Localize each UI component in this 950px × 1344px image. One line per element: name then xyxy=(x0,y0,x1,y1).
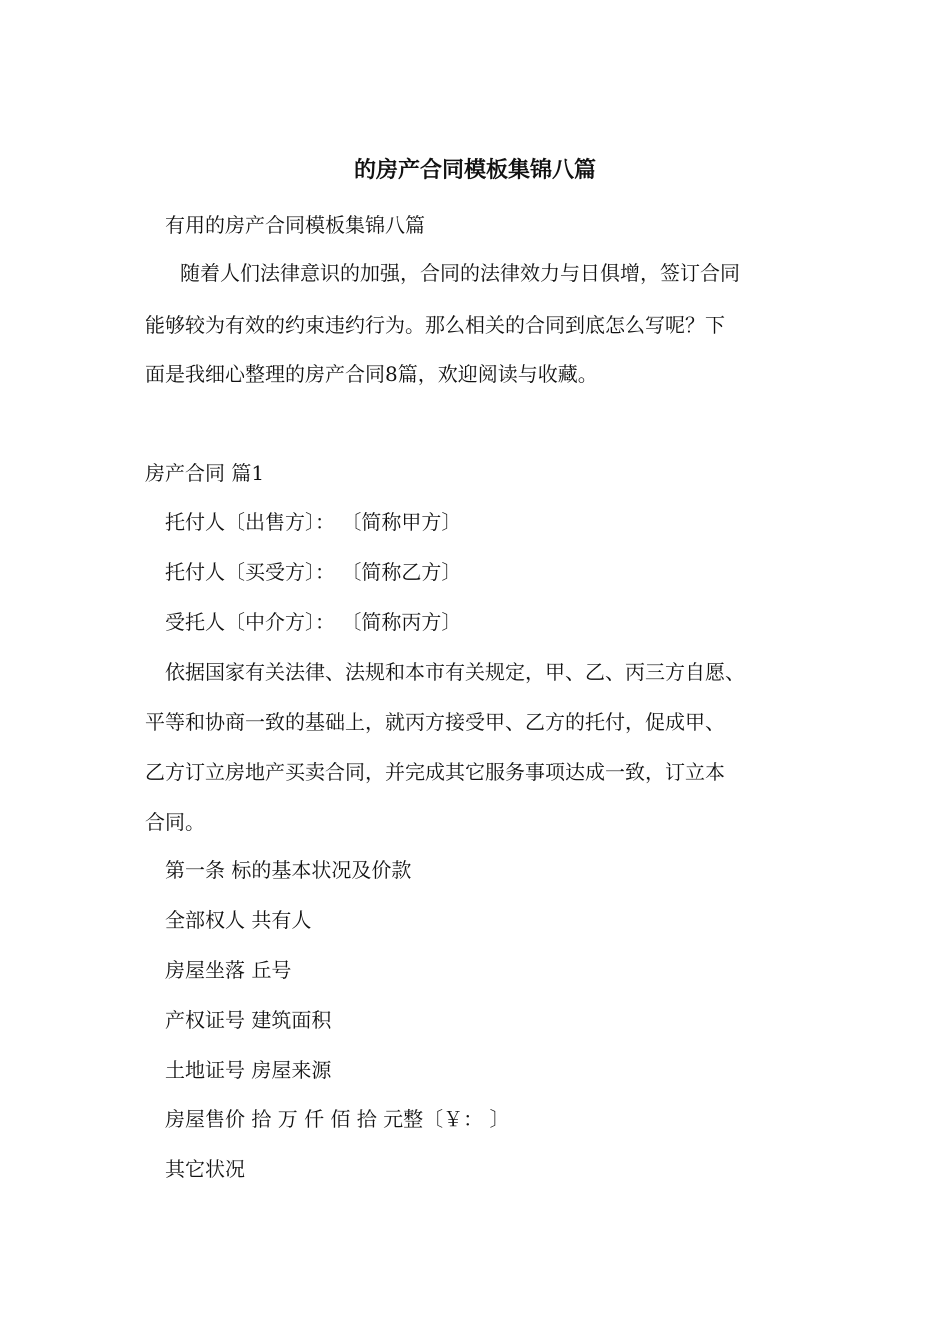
field-owner: 全部权人 共有人 xyxy=(165,908,312,932)
preamble-line-4: 合同。 xyxy=(145,810,205,834)
field-property-cert: 产权证号 建筑面积 xyxy=(165,1008,332,1032)
intro-line-2: 能够较为有效的约束违约行为。那么相关的合同到底怎么写呢？下 xyxy=(145,313,725,337)
intro-line-3: 面是我细心整理的房产合同8篇，欢迎阅读与收藏。 xyxy=(145,362,598,386)
party-seller: 托付人〔出售方〕： 〔简称甲方〕 xyxy=(165,510,462,534)
preamble-line-3: 乙方订立房地产买卖合同，并完成其它服务事项达成一致，订立本 xyxy=(145,760,725,784)
field-location: 房屋坐落 丘号 xyxy=(165,958,292,982)
field-other: 其它状况 xyxy=(165,1157,245,1181)
intro-line-1: 随着人们法律意识的加强，合同的法律效力与日俱增，签订合同 xyxy=(180,261,740,285)
document-title: 的房产合同模板集锦八篇 xyxy=(353,157,596,183)
document-subtitle: 有用的房产合同模板集锦八篇 xyxy=(165,213,425,237)
article1-heading: 第一条 标的基本状况及价款 xyxy=(165,858,412,882)
section-heading: 房产合同 篇1 xyxy=(145,461,265,485)
preamble-line-1: 依据国家有关法律、法规和本市有关规定，甲、乙、丙三方自愿、 xyxy=(165,660,745,684)
party-buyer: 托付人〔买受方〕： 〔简称乙方〕 xyxy=(165,560,462,584)
party-agent: 受托人〔中介方〕： 〔简称丙方〕 xyxy=(165,610,462,634)
preamble-line-2: 平等和协商一致的基础上，就丙方接受甲、乙方的托付，促成甲、 xyxy=(145,710,725,734)
field-price: 房屋售价 拾 万 仟 佰 拾 元整〔￥： 〕 xyxy=(165,1107,510,1131)
field-land-cert: 土地证号 房屋来源 xyxy=(165,1058,332,1082)
